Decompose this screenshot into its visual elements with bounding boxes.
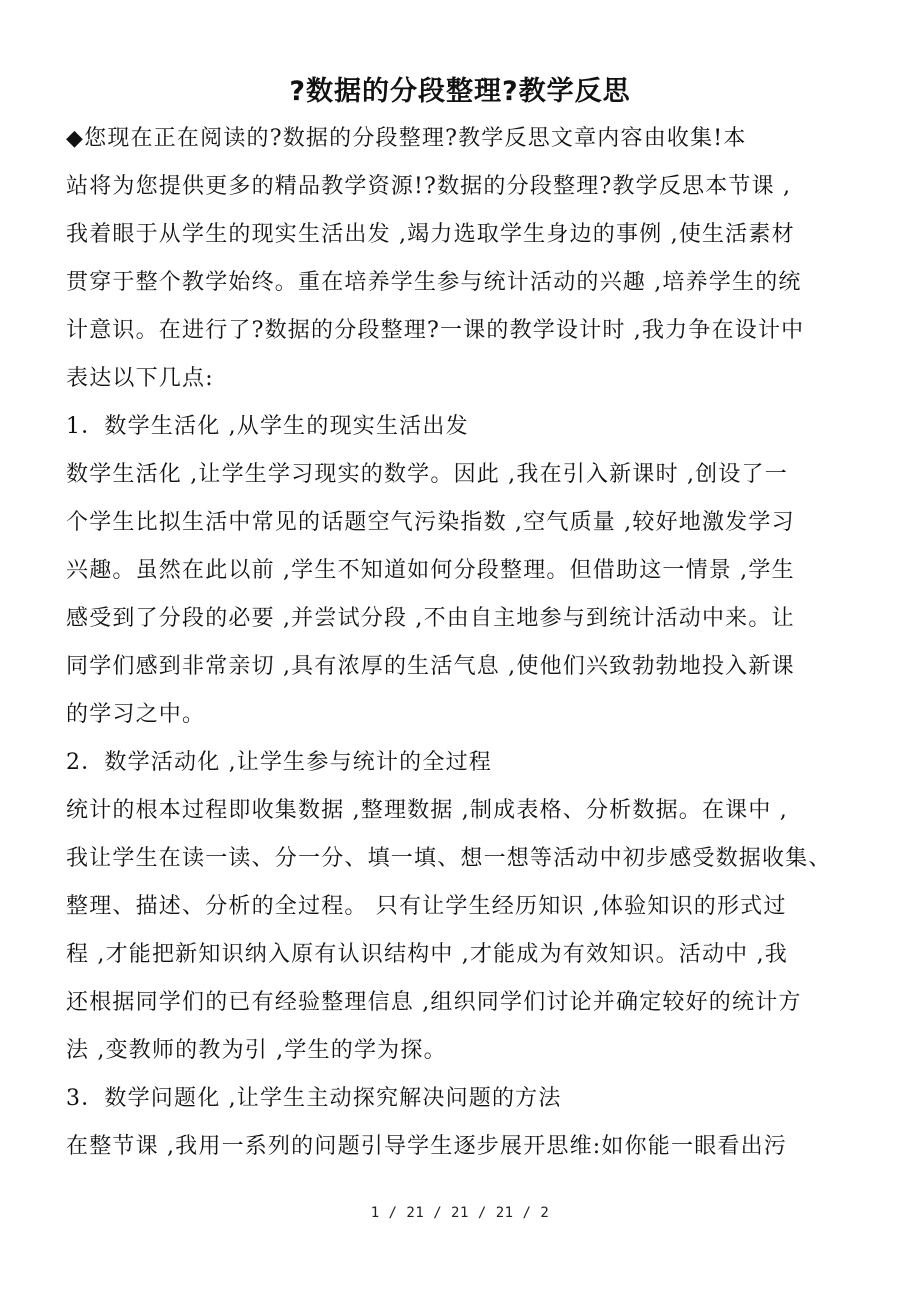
page-footer: 1 / 21 / 21 / 21 / 2 xyxy=(370,1205,550,1221)
text-line-10: 兴趣。虽然在此以前 ,学生不知道如何分段整理。但借助这一情景 ,学生 xyxy=(66,558,795,583)
text-line-13: 的学习之中。 xyxy=(66,702,206,727)
text-line-20: 法 ,变教师的教为引 ,学生的学为探。 xyxy=(66,1038,447,1063)
text-line-4: 贯穿于整个教学始终。重在培养学生参与统计活动的兴趣 ,培养学生的统 xyxy=(66,270,802,295)
page-title: ?数据的分段整理?教学反思 xyxy=(289,76,631,107)
text-line-19: 还根据同学们的已有经验整理信息 ,组织同学们讨论并确定较好的统计方 xyxy=(66,990,802,1015)
text-line-17: 整理、描述、分析的全过程。 只有让学生经历知识 ,体验知识的形式过 xyxy=(66,894,787,919)
text-line-9: 个学生比拟生活中常见的话题空气污染指数 ,空气质量 ,较好地激发学习 xyxy=(66,510,795,535)
text-line-8: 数学生活化 ,让学生学习现实的数学。因此 ,我在引入新课时 ,创设了一 xyxy=(66,462,788,487)
text-line-15: 统计的根本过程即收集数据 ,整理数据 ,制成表格、分析数据。在课中 , xyxy=(66,798,788,823)
section-heading-2: 2．数学活动化 ,让学生参与统计的全过程 xyxy=(66,750,492,775)
section-heading-3: 3．数学问题化 ,让学生主动探究解决问题的方法 xyxy=(66,1086,562,1111)
section-heading-1: 1．数学生活化 ,从学生的现实生活出发 xyxy=(66,414,469,439)
text-line-2: 站将为您提供更多的精品教学资源!?数据的分段整理?教学反思本节课 , xyxy=(66,174,792,199)
text-line-12: 同学们感到非常亲切 ,具有浓厚的生活气息 ,使他们兴致勃勃地投入新课 xyxy=(66,654,795,679)
text-line-11: 感受到了分段的必要 ,并尝试分段 ,不由自主地参与到统计活动中来。让 xyxy=(66,606,795,631)
text-line-6: 表达以下几点: xyxy=(66,366,214,391)
text-line-1: ◆您现在正在阅读的?数据的分段整理?教学反思文章内容由收集!本 xyxy=(66,126,747,151)
text-line-18: 程 ,才能把新知识纳入原有认识结构中 ,才能成为有效知识。活动中 ,我 xyxy=(66,942,788,967)
text-line-16: 我让学生在读一读、分一分、填一填、想一想等活动中初步感受数据收集、 xyxy=(66,846,832,871)
text-line-3: 我着眼于从学生的现实生活出发 ,竭力选取学生身边的事例 ,使生活素材 xyxy=(66,222,795,247)
text-line-22: 在整节课 ,我用一系列的问题引导学生逐步展开思维:如你能一眼看出污 xyxy=(66,1134,788,1159)
text-line-5: 计意识。在进行了?数据的分段整理?一课的教学设计时 ,我力争在设计中 xyxy=(66,318,805,343)
